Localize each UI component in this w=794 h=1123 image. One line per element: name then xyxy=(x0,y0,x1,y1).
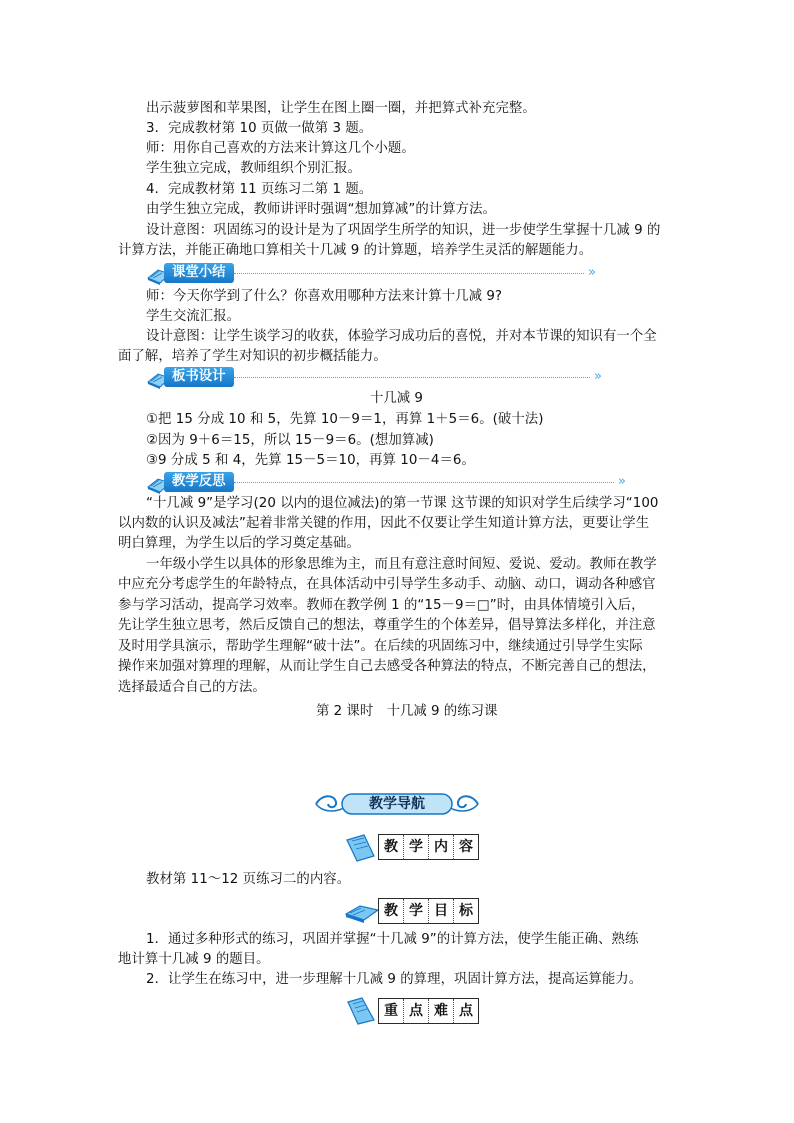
section-header-content xyxy=(344,832,484,862)
section-header-goals xyxy=(344,896,484,926)
text-line: 中应充分考虑学生的年龄特点，在具体活动中引导学生多动手、动脑、动口，调动各种感官 xyxy=(118,577,656,592)
board-line: ②因为 9＋6＝15，所以 15－9＝6。(想加算减) xyxy=(146,433,434,448)
nav-banner xyxy=(312,790,482,818)
text-line: 2．让学生在练习中，进一步理解十几减 9 的算理，巩固计算方法，提高运算能力。 xyxy=(146,972,643,987)
lesson-title: 第 2 课时 十几减 9 的练习课 xyxy=(316,704,498,719)
heading-char: 目 xyxy=(434,903,448,919)
heading-char: 学 xyxy=(409,839,423,855)
section-header-board xyxy=(146,366,606,390)
heading-char: 点 xyxy=(409,1003,423,1019)
nav-banner-title: 教学导航 xyxy=(369,796,425,812)
board-line: ③9 分成 5 和 4，先算 15－5＝10，再算 10－4＝6。 xyxy=(146,453,475,468)
section-title: 板书设计 xyxy=(164,367,234,387)
text-line: “十几减 9”是学习(20 以内的退位减法)的第一节课 这节课的知识对学生后续学习“100 xyxy=(146,496,659,511)
text-line: 4．完成教材第 11 页练习二第 1 题。 xyxy=(146,182,373,197)
text-line: 明白算理，为学生以后的学习奠定基础。 xyxy=(118,536,360,551)
text-line: 3．完成教材第 10 页做一做第 3 题。 xyxy=(146,121,373,136)
heading-char: 学 xyxy=(409,903,423,919)
double-arrow-icon: » xyxy=(594,369,602,384)
double-arrow-icon: » xyxy=(588,265,596,280)
text-line: 以内数的认识及减法”起着非常关键的作用，因此不仅要让学生知道计算方法，更要让学生 xyxy=(118,516,650,531)
design-intent-line: 面了解，培养了学生对知识的初步概括能力。 xyxy=(118,349,387,364)
section-header-key-points xyxy=(344,996,484,1026)
design-intent-line: 计算方法，并能正确地口算相关十几减 9 的计算题，培养学生灵活的解题能力。 xyxy=(118,243,593,258)
heading-char: 点 xyxy=(459,1003,473,1019)
book-icon xyxy=(344,832,380,862)
heading-char: 标 xyxy=(459,903,473,919)
heading-char: 重 xyxy=(384,1003,398,1019)
section-header-reflection xyxy=(146,471,626,495)
text-line: 学生交流汇报。 xyxy=(146,309,241,324)
heading-char: 容 xyxy=(459,839,473,855)
text-line: 学生独立完成，教师组织个别汇报。 xyxy=(146,161,362,176)
text-line: 教材第 11～12 页练习二的内容。 xyxy=(146,872,351,887)
heading-char: 难 xyxy=(434,1003,448,1019)
text-line: 选择最适合自己的方法。 xyxy=(118,680,266,695)
text-line: 地计算十几减 9 的题目。 xyxy=(118,952,270,967)
text-line: 一年级小学生以具体的形象思维为主，而且有意注意时间短、爱说、爱动。教师在教学 xyxy=(146,557,657,572)
section-title: 教学反思 xyxy=(164,472,234,492)
section-header-summary xyxy=(146,262,606,286)
dotted-rule xyxy=(234,482,614,483)
book-icon xyxy=(344,896,380,926)
text-line: 出示菠萝图和苹果图，让学生在图上圈一圈，并把算式补充完整。 xyxy=(146,101,536,116)
book-icon xyxy=(344,996,380,1026)
text-line: 师：今天你学到了什么？你喜欢用哪种方法来计算十几减 9? xyxy=(146,289,503,304)
text-line: 由学生独立完成，教师讲评时强调“想加算减”的计算方法。 xyxy=(146,202,496,217)
text-line: 及时用学具演示，帮助学生理解“破十法”。在后续的巩固练习中，继续通过引导学生实际 xyxy=(118,639,643,654)
text-line: 先让学生独立思考，然后反馈自己的想法，尊重学生的个体差异，倡导算法多样化，并注意 xyxy=(118,618,656,633)
design-intent-line: 设计意图：让学生谈学习的收获，体验学习成功后的喜悦，并对本节课的知识有一个全 xyxy=(146,329,657,344)
heading-char: 教 xyxy=(384,839,398,855)
double-arrow-icon: » xyxy=(618,474,626,489)
design-intent-line: 设计意图：巩固练习的设计是为了巩固学生所学的知识，进一步使学生掌握十几减 9 的 xyxy=(146,223,661,238)
text-line: 1．通过多种形式的练习，巩固并掌握“十几减 9”的计算方法，使学生能正确、熟练 xyxy=(146,932,639,947)
section-title: 课堂小结 xyxy=(164,263,234,283)
board-line: ①把 15 分成 10 和 5，先算 10－9＝1，再算 1＋5＝6。(破十法) xyxy=(146,412,544,427)
dotted-rule xyxy=(234,273,584,274)
text-line: 师：用你自己喜欢的方法来计算这几个小题。 xyxy=(146,141,415,156)
heading-char: 内 xyxy=(434,839,448,855)
board-title: 十几减 9 xyxy=(370,391,423,406)
text-line: 参与学习活动，提高学习效率。教师在教学例 1 的“15－9＝□”时，由具体情境引入后， xyxy=(118,598,645,613)
text-line: 操作来加强对算理的理解，从而让学生自己去感受各种算法的特点，不断完善自己的想法， xyxy=(118,659,656,674)
dotted-rule xyxy=(234,377,590,378)
heading-char: 教 xyxy=(384,903,398,919)
